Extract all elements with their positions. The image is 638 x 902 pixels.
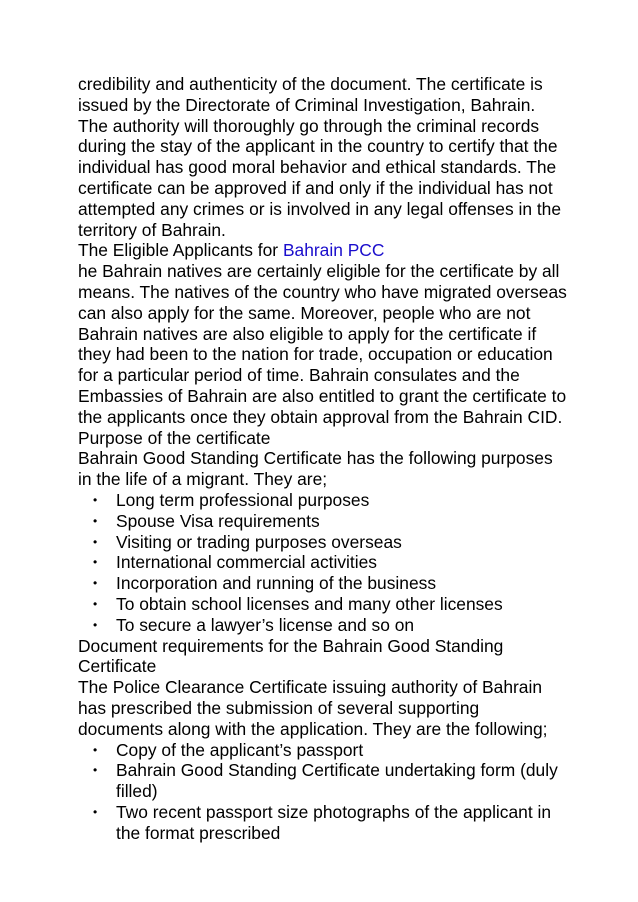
list-item: • Incorporation and running of the business xyxy=(78,573,568,594)
document-page xyxy=(78,74,568,843)
list-item: • Long term professional purposes xyxy=(78,490,568,511)
documents-heading: Document requirements for the Bahrain Good Standing Certificate xyxy=(78,635,504,677)
list-item: • Two recent passport size photographs of the applicant in the format prescribed xyxy=(78,802,568,844)
list-item: • To obtain school licenses and many other licenses xyxy=(78,594,568,615)
eligible-paragraph: he Bahrain natives are certainly eligible for the certificate by all means. The natives of the country who have migrated overseas can also apply for the same. Moreover, people who are not Bahrain natives are also eligible to apply for the certificate if they had been to the nation for trade, occupation or education for a particular period of time. Bahrain consulates and the Embassies of Bahrain are also entitled to grant the certificate to the applicants once they obtain approval from the Bahrain CID. xyxy=(78,261,567,427)
bahrain-pcc-link[interactable]: Bahrain PCC xyxy=(282,240,385,261)
eligible-heading xyxy=(78,240,568,261)
list-item: • Spouse Visa requirements xyxy=(78,511,568,532)
eligible-heading-text: The Eligible Applicants for xyxy=(78,240,283,261)
list-item: • Visiting or trading purposes overseas xyxy=(78,532,568,553)
list-item: • International commercial activities xyxy=(78,552,568,573)
purpose-paragraph: Bahrain Good Standing Certificate has the following purposes in the life of a migrant. They are; xyxy=(78,448,553,490)
purpose-list xyxy=(78,490,568,636)
documents-paragraph: The Police Clearance Certificate issuing authority of Bahrain has prescribed the submission of several supporting documents along with the application. They are the following; xyxy=(78,677,548,739)
list-item: • To secure a lawyer’s license and so on xyxy=(78,615,568,636)
purpose-heading: Purpose of the certificate xyxy=(78,427,271,448)
list-item: • Copy of the applicant’s passport xyxy=(78,740,568,761)
documents-list xyxy=(78,740,568,844)
intro-paragraph: credibility and authenticity of the document. The certificate is issued by the Directorate of Criminal Investigation, Bahrain. The authority will thoroughly go through the criminal records during the stay of the applicant in the country to certify that the individual has good moral behavior and ethical standards. The certificate can be approved if and only if the individual has not attempted any crimes or is involved in any legal offenses in the territory of Bahrain. xyxy=(78,74,562,240)
list-item: • Bahrain Good Standing Certificate undertaking form (duly filled) xyxy=(78,760,568,802)
